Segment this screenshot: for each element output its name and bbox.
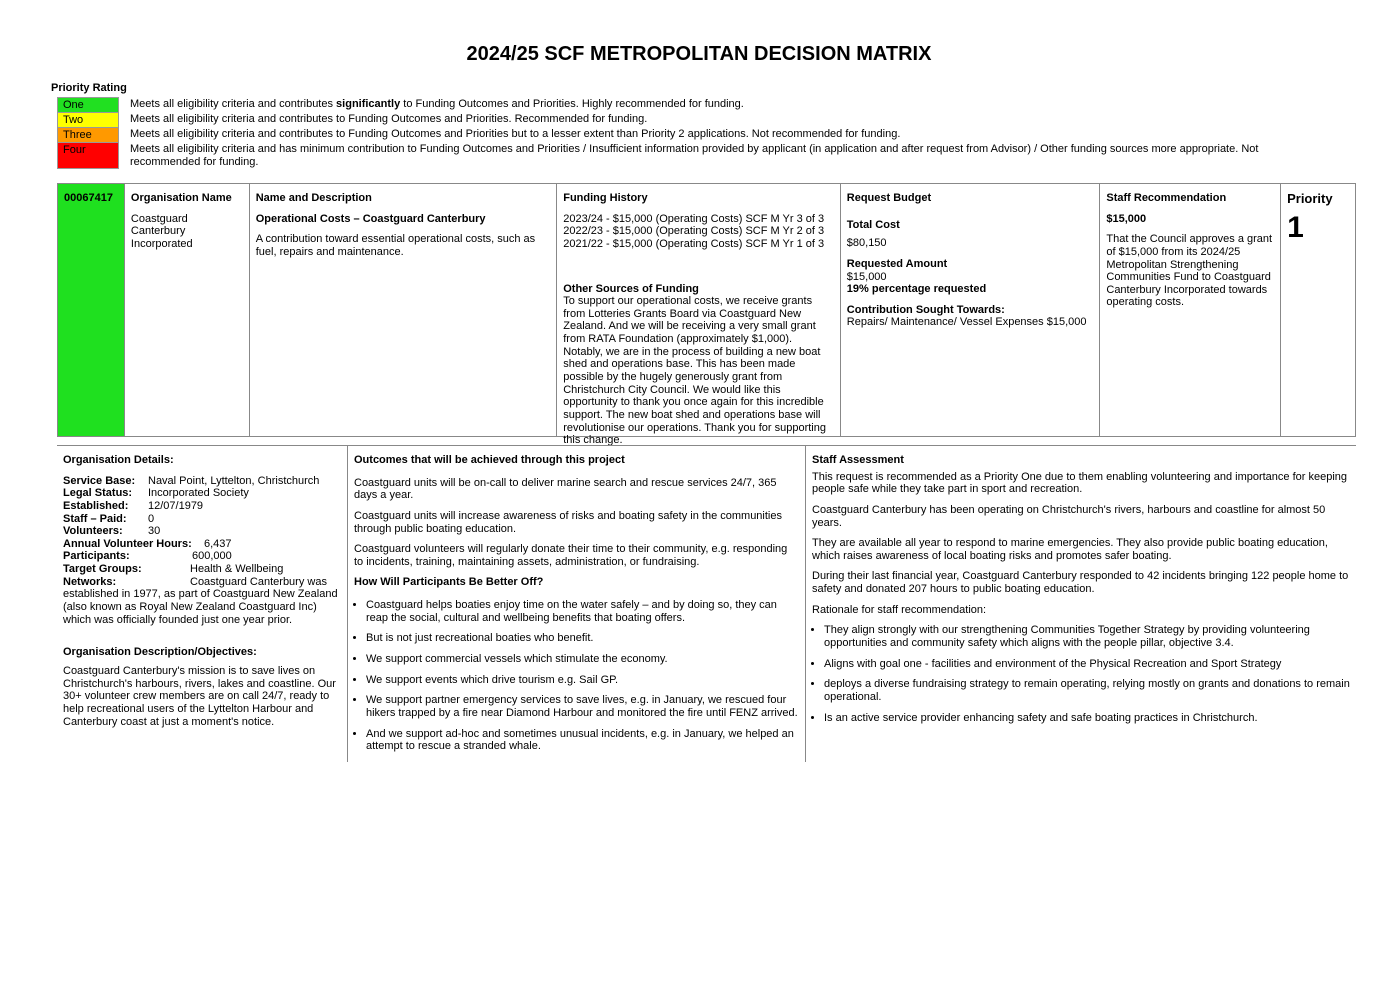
staff-recommendation-heading: Staff Recommendation [1106, 192, 1227, 204]
priority-desc-one: Meets all eligibility criteria and contributes significantly to Funding Outcomes and Priorities. Highly recommended for funding. [130, 98, 744, 110]
outcomes-column [348, 446, 806, 762]
better-off-heading: How Will Participants Be Better Off? [354, 576, 544, 589]
priority-row-two [57, 112, 648, 127]
funding-history-item: 2023/24 - $15,000 (Operating Costs) SCF M Yr 3 of 3 [563, 212, 825, 225]
outcome-paragraph: Coastguard units will be on-call to deliver marine search and rescue services 24/7, 365 days a year. [354, 476, 777, 502]
assessment-paragraph: Coastguard Canterbury has been operating on Christchurch's rivers, harbours and coastline for almost 50 years. [812, 503, 1326, 529]
organisation-details-heading: Organisation Details: [63, 454, 174, 466]
contribution-text: Repairs/ Maintenance/ Vessel Expenses $15,000 [846, 316, 1087, 329]
total-cost-label: Total Cost [846, 218, 900, 231]
other-sources-heading: Other Sources of Funding [563, 282, 699, 295]
org-detail-field: Participants: 600,000 [63, 550, 232, 563]
list-item: • We support commercial vessels which stimulate the economy. [366, 653, 799, 666]
funding-history-heading: Funding History [563, 192, 648, 204]
organisation-description-text: Coastguard Canterbury's mission is to save lives on Christchurch's harbours, rivers, lakes and coastline. Our 30+ volunteer crew members are on call 24/7, ready to help recreational users of the Lyttelton Harbour and Canterbury coast at just a moment's notice. [63, 664, 336, 728]
details-section [57, 445, 1356, 762]
assessment-paragraph: During their last financial year, Coastguard Canterbury responded to 42 incidents bringing 122 people home to safety and donated 207 hours to public boating education. [812, 570, 1349, 596]
priority-desc-three: Meets all eligibility criteria and contributes to Funding Outcomes and Priorities but to a lesser extent than Priority 2 applications. Not recommended for funding. [130, 128, 901, 140]
other-sources-text-2: Notably, we are in the process of building a new boat shed and operations base. This has been made possible by the hugely generously grant from Christchurch City Council. We would like this opportunity to thank you once again for this incredible support. The new boat shed and operations base will revolutionise our operations. Thank you for supporting this change. [563, 345, 826, 447]
project-description: A contribution toward essential operational costs, such as fuel, repairs and maintenance. [255, 233, 536, 258]
rationale-list [812, 624, 1350, 724]
org-detail-field: Volunteers: 30 [63, 525, 161, 538]
priority-row-one [57, 97, 744, 112]
list-item: • And we support ad-hoc and sometimes unusual incidents, e.g. in January, we helped an attempt to rescue a stranded whale. [366, 728, 799, 753]
list-item: • deploys a diverse fundraising strategy to remain operating, relying mostly on grants and donations to remain operational. [824, 678, 1350, 703]
org-detail-field: Established: 12/07/1979 [63, 499, 204, 512]
total-cost-value: $80,150 [846, 237, 887, 250]
list-item: • Coastguard helps boaties enjoy time on the water safely – and by doing so, they can reap the social, cultural and wellbeing benefits that boating offers. [366, 599, 799, 624]
org-detail-field: Staff – Paid: 0 [63, 512, 155, 525]
name-description-heading: Name and Description [255, 192, 372, 204]
outcomes-heading: Outcomes that will be achieved through this project [354, 454, 625, 466]
priority-row-four [57, 142, 1259, 169]
request-budget-cell [841, 184, 1101, 436]
list-item: • But is not just recreational boaties who benefit. [366, 632, 799, 645]
priority-value: 1 [1287, 210, 1304, 244]
staff-recommendation-text: That the Council approves a grant of $15,000 from its 2024/25 Metropolitan Strengthening Communities Fund to Coastguard Canterbury Incorporated towards operating costs. [1106, 233, 1273, 309]
request-budget-heading: Request Budget [846, 192, 932, 204]
application-row [57, 183, 1356, 447]
rationale-heading: Rationale for staff recommendation: [812, 603, 987, 616]
staff-recommendation-cell [1100, 184, 1281, 436]
priority-cell [1281, 184, 1355, 436]
networks-field: Networks: Coastguard Canterbury was established in 1977, as part of Coastguard New Zealand (also known as Royal New Zealand Coastguard Inc) which was officially founded just one year prior. [63, 575, 338, 626]
funding-history-cell [557, 184, 841, 447]
priority-desc-two: Meets all eligibility criteria and contributes to Funding Outcomes and Priorities. Recommended for funding. [130, 113, 648, 125]
priority-swatch-four: Four [57, 142, 119, 169]
staff-assessment-heading: Staff Assessment [812, 454, 904, 466]
requested-amount-label: Requested Amount [846, 257, 948, 270]
priority-swatch-three: Three [57, 127, 119, 142]
assessment-paragraph: This request is recommended as a Priority One due to them enabling volunteering and importance for keeping people safe while they take part in sport and recreation. [812, 470, 1348, 496]
name-description-cell [250, 184, 558, 436]
requested-amount-value: $15,000 [846, 270, 887, 283]
better-off-list [354, 599, 799, 753]
priority-heading: Priority [1287, 191, 1333, 206]
organisation-details-column [57, 446, 348, 762]
staff-recommendation-amount: $15,000 [1106, 212, 1147, 225]
requested-percentage: 19% percentage requested [846, 283, 987, 296]
list-item: • We support events which drive tourism e.g. Sail GP. [366, 674, 799, 687]
outcome-paragraph: Coastguard volunteers will regularly donate their time to their community, e.g. responding to incidents, training, maintaining assets, administration, or fundraising. [354, 543, 788, 568]
organisation-name-heading: Organisation Name [130, 192, 232, 204]
org-detail-field: Target Groups: Health & Wellbeing [63, 563, 284, 576]
priority-swatch-two: Two [57, 112, 119, 127]
list-item: • They align strongly with our strengthening Communities Together Strategy by providing volunteering opportunities and community safety which aligns with the people pillar, objective 3.4. [824, 624, 1350, 649]
priority-desc-four: Meets all eligibility criteria and has minimum contribution to Funding Outcomes and Priorities / Insufficient information provided by applicant (in application and after request from Advisor) / Other funding sources more appropriate. Not recommended for funding. [130, 143, 1259, 168]
organisation-name: Coastguard Canterbury Incorporated [130, 212, 193, 250]
organisation-details-list [63, 475, 341, 627]
list-item: • Is an active service provider enhancing safety and safe boating practices in Christchurch. [824, 712, 1350, 725]
contribution-label: Contribution Sought Towards: [846, 303, 1005, 316]
staff-assessment-column [806, 446, 1356, 762]
project-name: Operational Costs – Coastguard Canterbury [255, 212, 486, 225]
assessment-paragraph: They are available all year to respond to marine emergencies. They also provide public boating education, which raises awareness of local boating risks and promotes safer boating. [812, 537, 1328, 562]
funding-history-item: 2022/23 - $15,000 (Operating Costs) SCF M Yr 2 of 3 [563, 225, 825, 238]
org-detail-field: Service Base: Naval Point, Lyttelton, Christchurch [63, 474, 320, 487]
org-detail-field: Legal Status: Incorporated Society [63, 487, 249, 500]
organisation-description-heading: Organisation Description/Objectives: [63, 646, 257, 659]
page-title: 2024/25 SCF METROPOLITAN DECISION MATRIX [466, 43, 932, 65]
org-detail-field: Annual Volunteer Hours: 6,437 [63, 537, 232, 550]
outcome-paragraph: Coastguard units will increase awareness of risks and boating safety in the communities through public boating education. [354, 509, 782, 535]
priority-swatch-one: One [57, 97, 119, 112]
priority-rating-heading: Priority Rating [51, 82, 127, 94]
other-sources-text: To support our operational costs, we receive grants from Lotteries Grants Board via Coastguard New Zealand. And we will be receiving a very small grant from RATA Foundation (approximately $1,000). [563, 295, 816, 346]
application-id: 00067417 [58, 184, 125, 436]
priority-row-three [57, 127, 901, 142]
list-item: • We support partner emergency services to save lives, e.g. in January, we rescued four hikers trapped by a fire near Diamond Harbour and monitored the fire until FENZ arrived. [366, 694, 799, 719]
list-item: • Aligns with goal one - facilities and environment of the Physical Recreation and Sport Strategy [824, 658, 1350, 671]
funding-history-item: 2021/22 - $15,000 (Operating Costs) SCF M Yr 1 of 3 [563, 237, 825, 250]
organisation-name-cell [125, 184, 250, 436]
